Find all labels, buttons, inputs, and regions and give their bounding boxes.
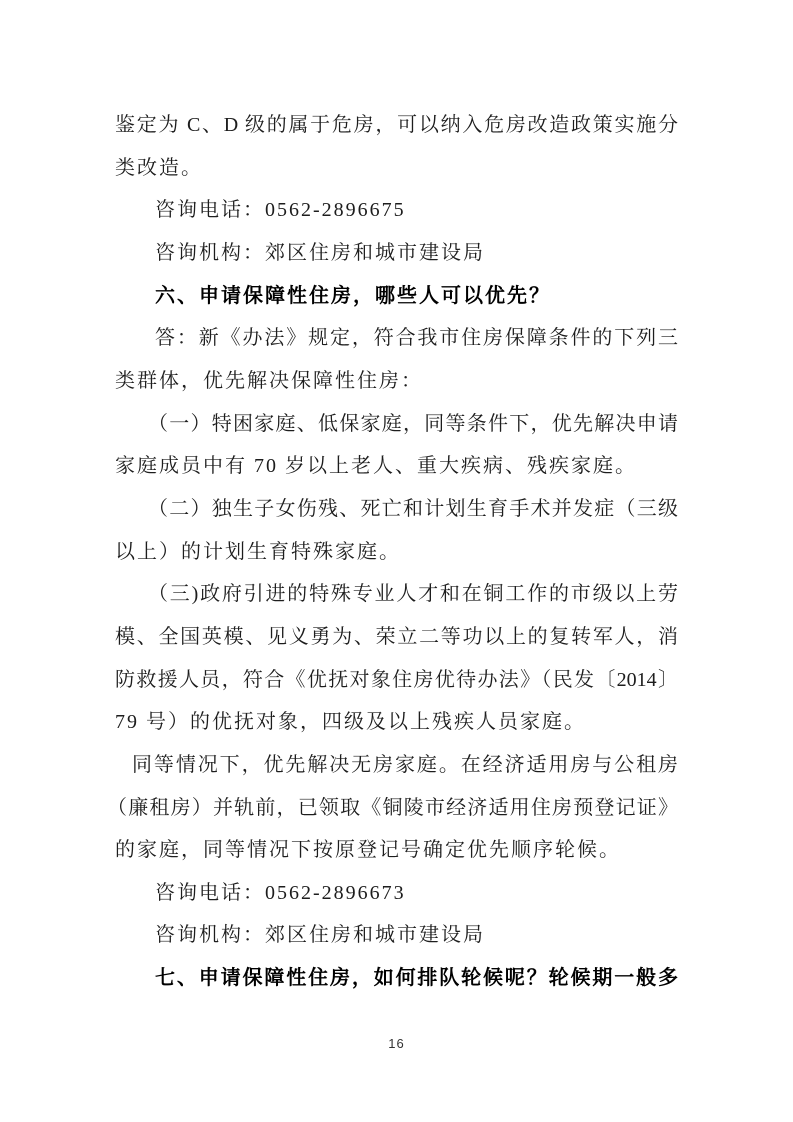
body-line: 答：新《办法》规定，符合我市住房保障条件的下列三 bbox=[155, 327, 678, 350]
body-line: 同等情况下，优先解决无房家庭。在经济适用房与公租房 bbox=[132, 753, 678, 776]
list-item-one-line: （一）特困家庭、低保家庭，同等条件下，优先解决申请 bbox=[148, 412, 678, 435]
contact-phone-line: 咨询电话：0562-2896675 bbox=[155, 199, 406, 222]
contact-agency-line: 咨询机构：郊区住房和城市建设局 bbox=[155, 241, 485, 264]
body-line: 的家庭，同等情况下按原登记号确定优先顺序轮候。 bbox=[115, 839, 621, 862]
body-line: 类改造。 bbox=[115, 156, 203, 179]
heading-section-seven: 七、申请保障性住房，如何排队轮候呢？轮候期一般多 bbox=[155, 967, 678, 990]
body-line: 鉴定为 C、D 级的属于危房，可以纳入危房改造政策实施分 bbox=[115, 114, 678, 136]
body-line: 类群体，优先解决保障性住房： bbox=[115, 369, 423, 392]
body-line: 模、全国英模、见义勇为、荣立二等功以上的复转军人，消 bbox=[115, 625, 678, 648]
body-line: （廉租房）并轨前，已领取《铜陵市经济适用住房预登记证》 bbox=[107, 796, 678, 819]
contact-phone-line: 咨询电话：0562-2896673 bbox=[155, 881, 406, 904]
body-line: 家庭成员中有 70 岁以上老人、重大疾病、残疾家庭。 bbox=[115, 455, 637, 478]
page-number: 16 bbox=[388, 1036, 405, 1051]
body-line: 防救援人员，符合《优抚对象住房优待办法》（民发〔2014〕 bbox=[115, 668, 678, 691]
body-line: 79 号）的优抚对象，四级及以上残疾人员家庭。 bbox=[115, 711, 586, 734]
contact-agency-line: 咨询机构：郊区住房和城市建设局 bbox=[155, 924, 485, 947]
list-item-three-line: （三)政府引进的特殊专业人才和在铜工作的市级以上劳 bbox=[148, 583, 678, 606]
heading-section-six: 六、申请保障性住房，哪些人可以优先？ bbox=[155, 284, 551, 307]
body-line: 以上）的计划生育特殊家庭。 bbox=[115, 540, 401, 563]
document-body bbox=[107, 104, 678, 1000]
list-item-two-line: （二）独生子女伤残、死亡和计划生育手术并发症（三级 bbox=[148, 497, 678, 520]
